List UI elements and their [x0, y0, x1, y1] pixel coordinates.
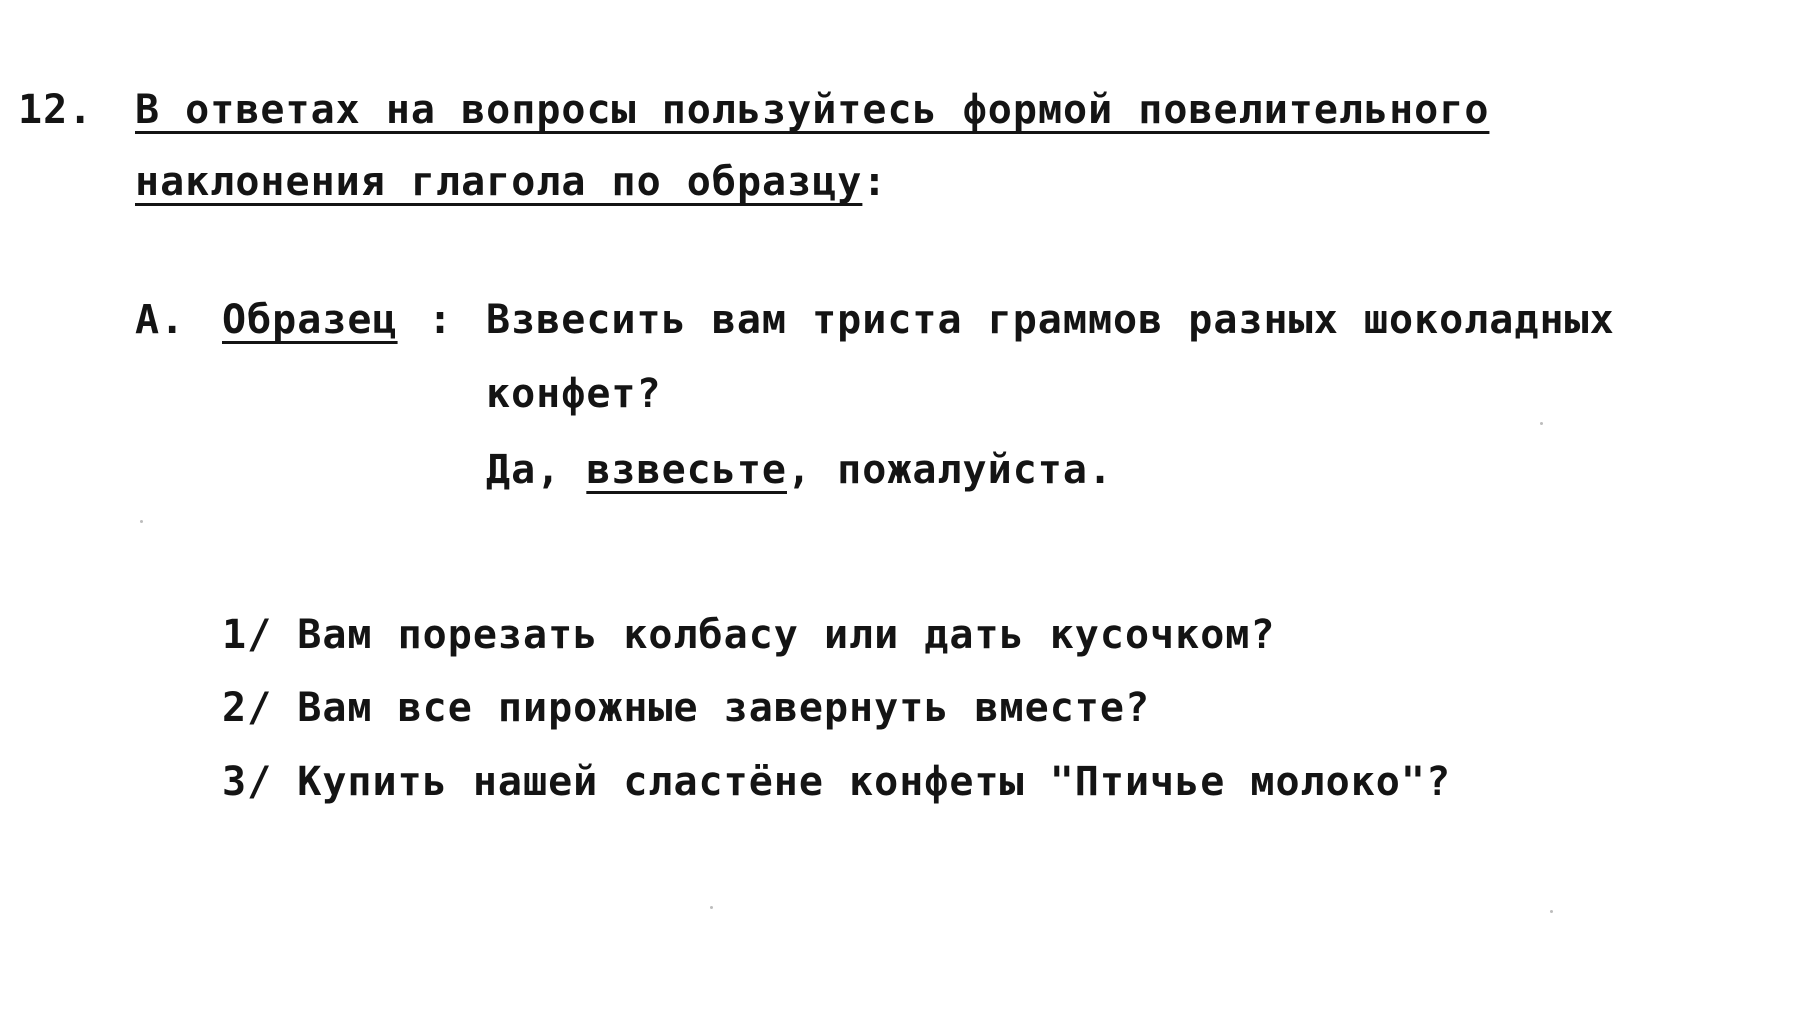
- sample-question-line-1: Взвесить вам триста граммов разных шоколадных: [486, 297, 1615, 343]
- paper-speck: [140, 520, 143, 523]
- paper-speck: [710, 906, 713, 909]
- exercise-item-1: 1/ Вам порезать колбасу или дать кусочком?: [222, 612, 1276, 658]
- sample-answer-suffix: , пожалуйста.: [786, 447, 1114, 493]
- exercise-item-3: 3/ Купить нашей сластёне конфеты "Птичье молоко"?: [222, 759, 1452, 805]
- task-number: 12.: [18, 87, 94, 133]
- paper-speck: [1550, 910, 1553, 913]
- sample-colon: :: [428, 297, 454, 343]
- task-instruction-line-2: [135, 158, 887, 206]
- paper-speck: [1540, 422, 1543, 425]
- sample-answer-verb: взвесьте: [586, 447, 787, 493]
- sample-answer: [486, 446, 1113, 494]
- task-instruction-colon: :: [862, 159, 888, 205]
- sample-question-line-2: конфет?: [486, 371, 662, 417]
- sample-answer-prefix: Да,: [486, 447, 587, 493]
- task-instruction-line-1: В ответах на вопросы пользуйтесь формой повелительного: [135, 87, 1490, 133]
- task-instruction-line-2-text: наклонения глагола по образцу: [135, 159, 863, 205]
- sample-label: Образец: [222, 297, 398, 343]
- exercise-item-2: 2/ Вам все пирожные завернуть вместе?: [222, 685, 1151, 731]
- section-label: А.: [135, 297, 186, 343]
